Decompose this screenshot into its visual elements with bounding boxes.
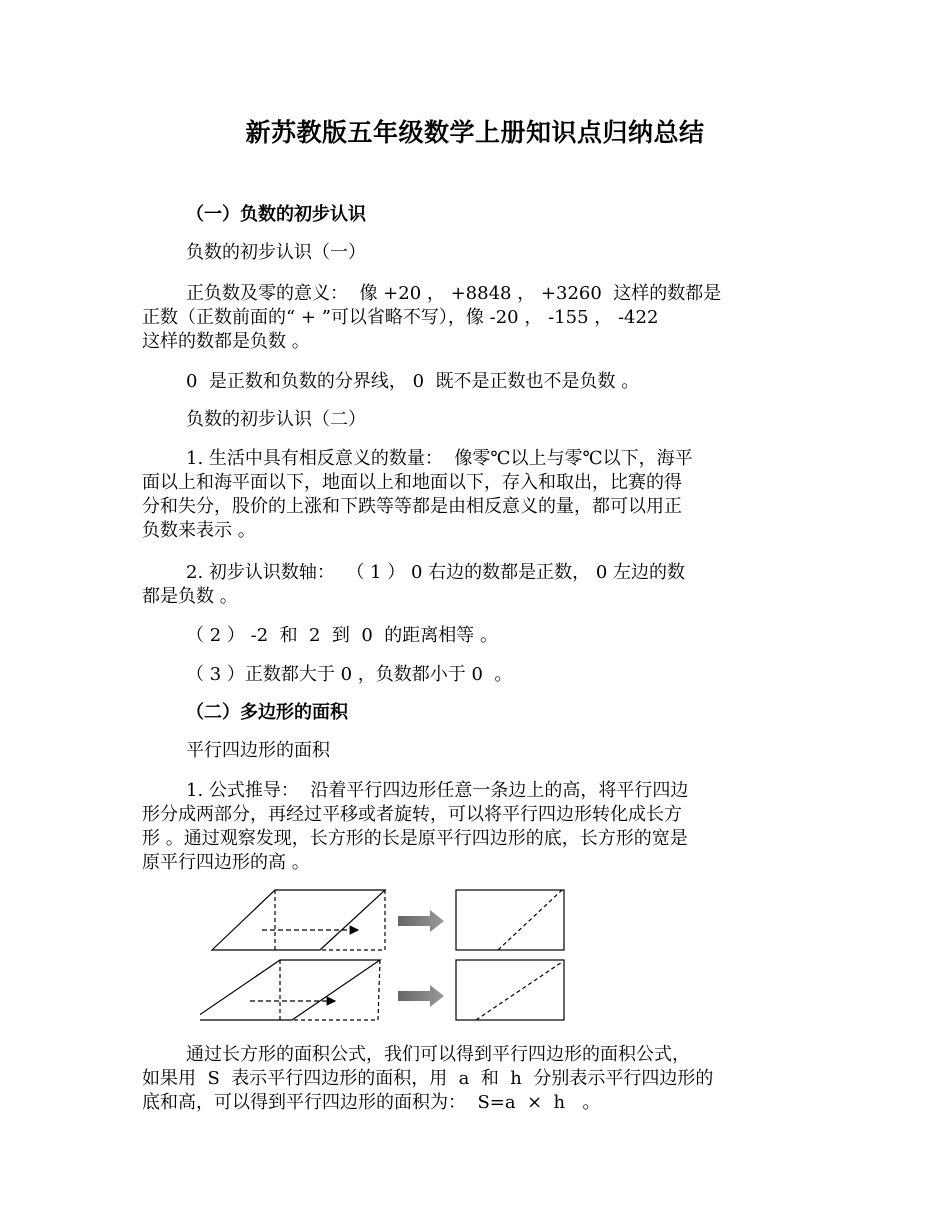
subheading: 平行四边形的面积 bbox=[186, 740, 330, 761]
paragraph-line: 分和失分，股价的上涨和下跌等等都是由相反意义的量，都可以用正 bbox=[142, 496, 682, 517]
rectangle-diagonal bbox=[498, 890, 562, 950]
top-row bbox=[212, 890, 564, 950]
parallelogram-top bbox=[212, 890, 385, 950]
paragraph-line: 这样的数都是负数 。 bbox=[142, 331, 310, 352]
transform-arrow-icon bbox=[398, 910, 444, 932]
subheading: 负数的初步认识（二） bbox=[186, 409, 366, 430]
paragraph-line: （ 2 ） -2 和 2 到 0 的距离相等 。 bbox=[186, 625, 498, 646]
paragraph-line: 1. 公式推导： 沿着平行四边形任意一条边上的高，将平行四边 bbox=[186, 780, 689, 801]
rectangle-diagonal bbox=[476, 962, 562, 1020]
parallelogram-transform-diagram bbox=[200, 880, 580, 1030]
transform-arrow-icon bbox=[398, 985, 444, 1007]
paragraph-line: 都是负数 。 bbox=[142, 586, 238, 607]
subheading: 负数的初步认识（一） bbox=[186, 242, 366, 263]
paragraph-line: 0 是正数和负数的分界线， 0 既不是正数也不是负数 。 bbox=[186, 371, 640, 392]
section-heading-1: （一）负数的初步认识 bbox=[186, 204, 366, 225]
paragraph-line: 形 。通过观察发现，长方形的长是原平行四边形的底，长方形的宽是 bbox=[142, 828, 688, 849]
paragraph-line: 1. 生活中具有相反意义的数量： 像零℃以上与零℃以下，海平 bbox=[186, 448, 693, 469]
paragraph-line: 形分成两部分，再经过平移或者旋转，可以将平行四边形转化成长方 bbox=[142, 804, 682, 825]
paragraph-line: 原平行四边形的高 。 bbox=[142, 852, 310, 873]
paragraph-line: 正数（正数前面的“ + ”可以省略不写），像 -20 ， -155 ， -422 bbox=[142, 307, 659, 328]
paragraph-line: 面以上和海平面以下，地面以上和地面以下，存入和取出，比赛的得 bbox=[142, 472, 682, 493]
paragraph-line: 负数来表示 。 bbox=[142, 520, 256, 541]
paragraph-line: 通过长方形的面积公式，我们可以得到平行四边形的面积公式， bbox=[186, 1044, 690, 1065]
bottom-row bbox=[200, 960, 564, 1020]
paragraph-line: 2. 初步认识数轴： （ 1 ） 0 右边的数都是正数， 0 左边的数 bbox=[186, 562, 686, 583]
paragraph-line: （ 3 ）正数都大于 0 ，负数都小于 0 。 bbox=[186, 664, 513, 685]
paragraph-line: 如果用 S 表示平行四边形的面积，用 a 和 h 分别表示平行四边形的 bbox=[142, 1068, 714, 1089]
section-heading-2: （二）多边形的面积 bbox=[186, 702, 348, 723]
rectangle-top bbox=[456, 890, 564, 950]
page-title: 新苏教版五年级数学上册知识点归纳总结 bbox=[245, 118, 705, 147]
parallelogram-bottom bbox=[200, 960, 380, 1020]
paragraph-line: 底和高，可以得到平行四边形的面积为： S=a × h 。 bbox=[142, 1092, 601, 1113]
rectangle-bottom bbox=[456, 960, 564, 1020]
paragraph-line: 正负数及零的意义： 像 +20 ， +8848 ， +3260 这样的数都是 bbox=[186, 283, 722, 304]
